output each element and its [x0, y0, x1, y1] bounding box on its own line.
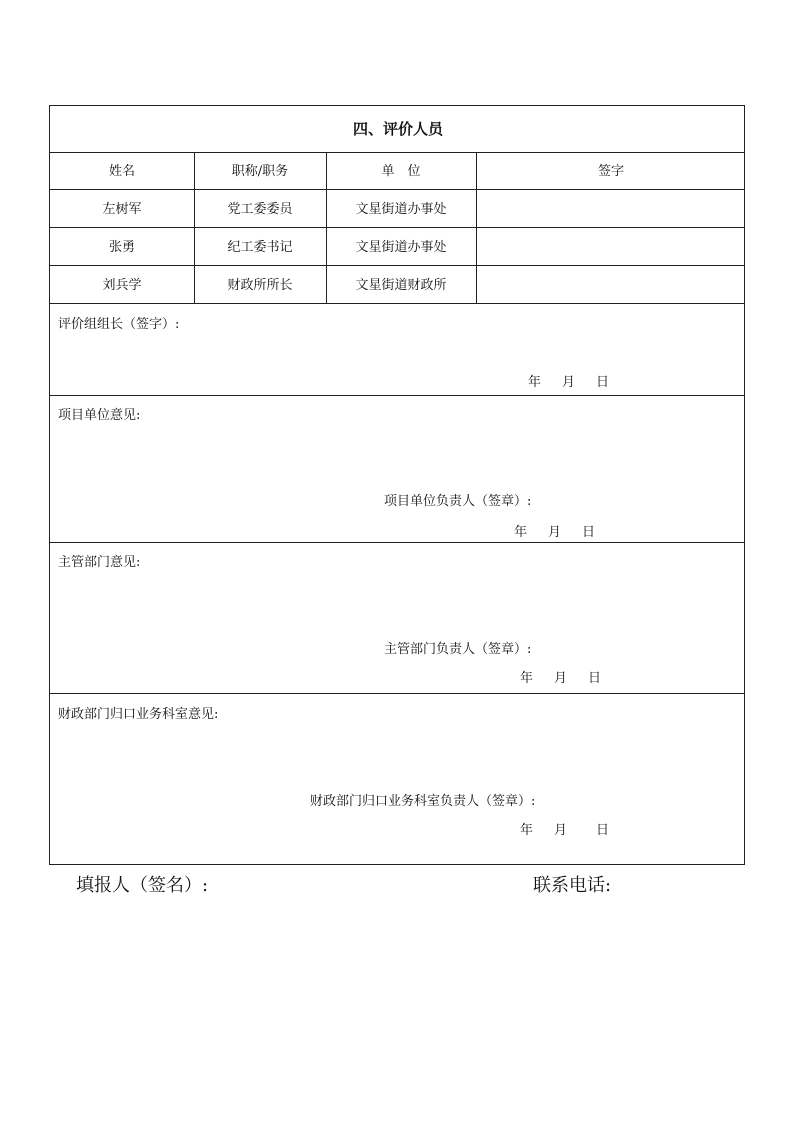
leader-label: 评价组组长（签字）: [58, 317, 180, 332]
column-divider [194, 152, 195, 303]
row-divider [50, 693, 744, 694]
row-divider [50, 227, 744, 228]
project-unit-label: 项目单位意见: [58, 408, 141, 423]
row-divider [50, 395, 744, 396]
finance-date-year: 年 [520, 823, 534, 838]
leader-date-day: 日 [596, 375, 610, 390]
row-divider [50, 152, 744, 153]
phone-label: 联系电话: [533, 875, 612, 896]
department-signer-label: 主管部门负责人（签章）: [384, 642, 532, 657]
leader-date-month: 月 [562, 375, 576, 390]
department-date-year: 年 [520, 671, 534, 686]
project-unit-signer-label: 项目单位负责人（签章）: [384, 494, 532, 509]
department-date-month: 月 [554, 671, 568, 686]
row-unit: 文星街道办事处 [355, 240, 447, 255]
row-divider [50, 265, 744, 266]
finance-signer-label: 财政部门归口业务科室负责人（签章）: [310, 794, 536, 809]
column-divider [476, 152, 477, 303]
row-divider [50, 542, 744, 543]
department-label: 主管部门意见: [58, 555, 141, 570]
section-title: 四、评价人员 [352, 120, 444, 138]
row-position: 纪工委书记 [227, 240, 293, 255]
row-divider [50, 303, 744, 304]
row-divider [50, 189, 744, 190]
column-divider [326, 152, 327, 303]
header-name: 姓名 [108, 164, 136, 179]
header-position: 职称/职务 [231, 164, 289, 179]
department-date-day: 日 [588, 671, 602, 686]
evaluation-form [49, 105, 745, 865]
filler-label: 填报人（签名）: [76, 875, 209, 896]
row-position: 财政所所长 [227, 278, 293, 293]
finance-date-day: 日 [596, 823, 610, 838]
project-unit-date-day: 日 [582, 525, 596, 540]
row-name: 张勇 [108, 240, 136, 255]
finance-date-month: 月 [554, 823, 568, 838]
project-unit-date-year: 年 [514, 525, 528, 540]
row-name: 刘兵学 [102, 278, 142, 293]
header-unit: 单 位 [381, 164, 421, 179]
row-position: 党工委委员 [227, 202, 293, 217]
header-signature: 签字 [597, 164, 625, 179]
finance-label: 财政部门归口业务科室意见: [58, 707, 219, 722]
row-unit: 文星街道财政所 [355, 278, 447, 293]
project-unit-date-month: 月 [548, 525, 562, 540]
row-unit: 文星街道办事处 [355, 202, 447, 217]
row-name: 左树军 [102, 202, 142, 217]
leader-date-year: 年 [528, 375, 542, 390]
